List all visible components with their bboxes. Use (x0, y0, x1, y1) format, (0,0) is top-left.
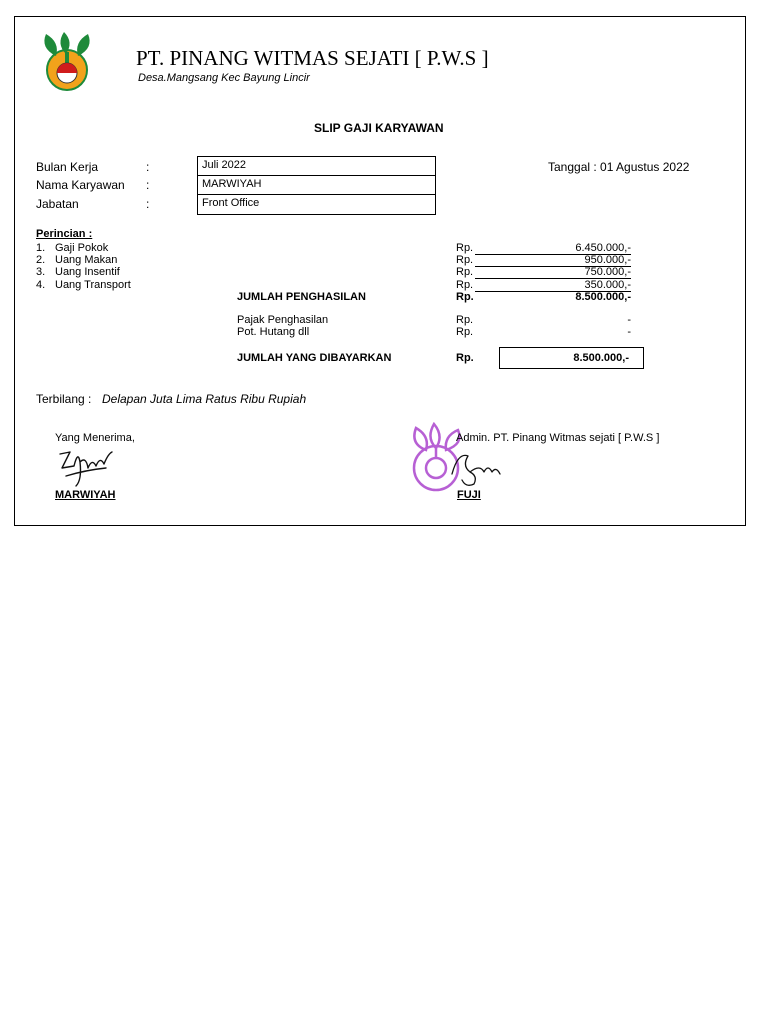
receiver-name: MARWIYAH (55, 489, 116, 501)
slip-date: Tanggal : 01 Agustus 2022 (548, 160, 690, 174)
info-value-jabatan: Front Office (197, 194, 436, 215)
info-value-nama-karyawan: MARWIYAH (197, 175, 436, 195)
paid-currency: Rp. (456, 352, 474, 364)
item-amount-uang-makan: 950.000,- (475, 254, 631, 267)
item-number: 1. (36, 242, 46, 254)
info-separator: : (146, 197, 150, 211)
company-address: Desa.Mangsang Kec Bayung Lincir (138, 72, 310, 84)
item-number: 3. (36, 266, 46, 278)
deduction-currency: Rp. (456, 326, 474, 338)
item-currency: Rp. (456, 279, 474, 291)
admin-name: FUJI (457, 489, 481, 501)
deduction-amount-hutang: - (627, 326, 631, 338)
company-logo-icon (38, 30, 96, 92)
item-name-uang-insentif: Uang Insentif (55, 266, 120, 278)
info-separator: : (146, 160, 150, 174)
info-value-bulan-kerja: Juli 2022 (197, 156, 436, 176)
item-currency: Rp. (456, 254, 474, 266)
item-currency: Rp. (456, 266, 474, 278)
slip-title: SLIP GAJI KARYAWAN (314, 121, 444, 135)
paid-label: JUMLAH YANG DIBAYARKAN (237, 352, 392, 364)
deduction-name-hutang: Pot. Hutang dll (237, 326, 310, 338)
terbilang-label: Terbilang : (36, 392, 92, 406)
info-separator: : (146, 178, 150, 192)
deduction-amount-pajak: - (627, 314, 631, 326)
item-number: 4. (36, 279, 46, 291)
item-number: 2. (36, 254, 46, 266)
item-amount-uang-insentif: 750.000,- (475, 266, 631, 279)
perincian-heading: Perincian : (36, 228, 93, 240)
info-label-jabatan: Jabatan (36, 197, 79, 211)
info-label-bulan-kerja: Bulan Kerja (36, 160, 99, 174)
salary-slip (14, 16, 746, 526)
signature-icon (444, 446, 504, 488)
company-name: PT. PINANG WITMAS SEJATI [ P.W.S ] (136, 46, 489, 70)
item-name-uang-makan: Uang Makan (55, 254, 118, 266)
item-name-gaji-pokok: Gaji Pokok (55, 242, 109, 254)
item-name-uang-transport: Uang Transport (55, 279, 131, 291)
receiver-title: Yang Menerima, (55, 432, 135, 444)
total-income-label: JUMLAH PENGHASILAN (237, 291, 366, 303)
terbilang-value: Delapan Juta Lima Ratus Ribu Rupiah (102, 392, 307, 406)
item-amount-gaji-pokok: 6.450.000,- (475, 242, 631, 255)
deduction-name-pajak: Pajak Penghasilan (237, 314, 329, 326)
paid-amount-box: 8.500.000,- (499, 347, 644, 369)
item-amount-uang-transport: 350.000,- (475, 279, 631, 292)
total-income-currency: Rp. (456, 291, 474, 303)
item-currency: Rp. (456, 242, 474, 254)
total-income-amount: 8.500.000,- (575, 291, 631, 303)
signature-icon (56, 446, 116, 488)
deduction-currency: Rp. (456, 314, 474, 326)
info-label-nama-karyawan: Nama Karyawan (36, 178, 125, 192)
admin-title: Admin. PT. Pinang Witmas sejati [ P.W.S ] (456, 432, 660, 444)
